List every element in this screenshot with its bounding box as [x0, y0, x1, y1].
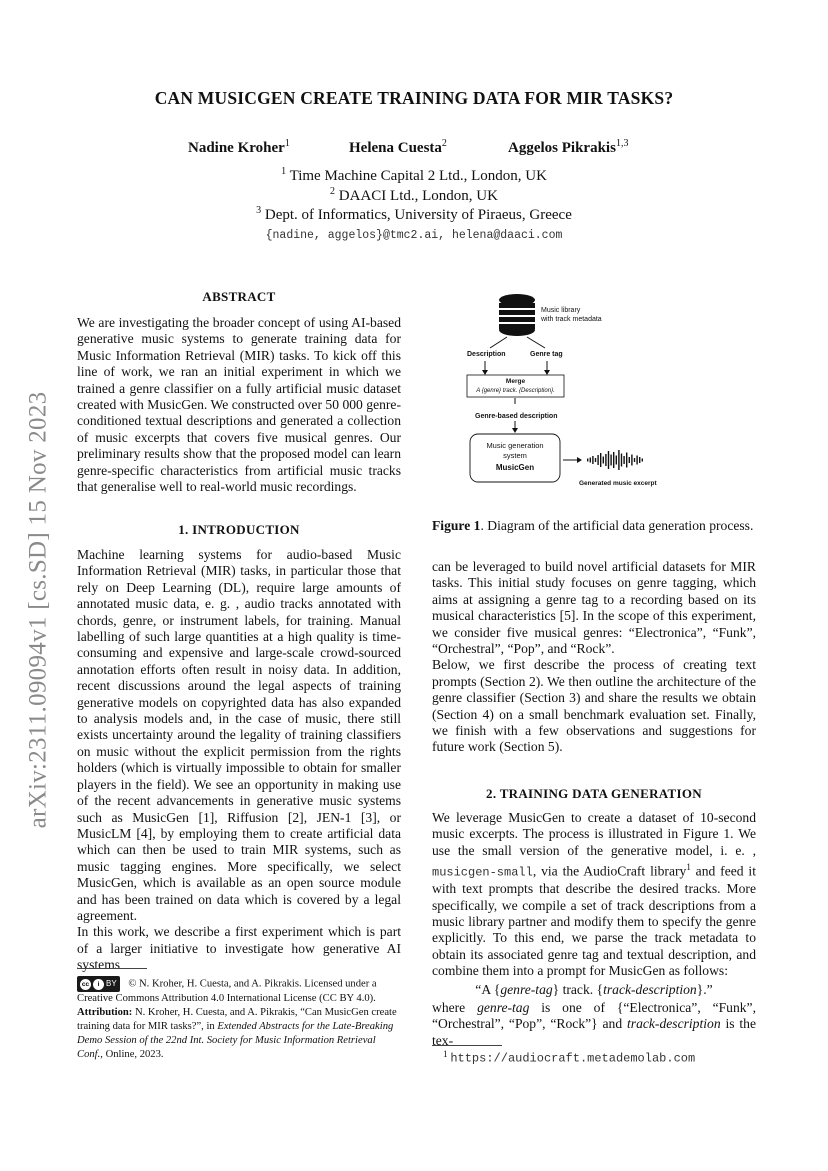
figure-diagram	[455, 290, 755, 500]
waveform-bar	[631, 455, 632, 466]
paragraph: can be leveraged to build novel artificial datasets for MIR tasks. This initial study focuses on genre tagging, which aims at assigning a genre tag to a recording based on its musical characteristics [5]. In the scope of this experiment, we consider five musical genres: “Electronica”, “Funk”, “Orchestral”, “Pop”, and “Rock”.	[432, 559, 756, 657]
paper-title: CAN MUSICGEN CREATE TRAINING DATA FOR MIR TASKS?	[154, 88, 674, 108]
genre-description-label: Genre-based description	[475, 413, 558, 420]
paragraph: We leverage MusicGen to create a dataset of 10-second music excerpts. The process is illustrated in Figure 1. We use the small version of the generative model, i. e. , musicgen-small, via the AudioCraft library$^1$ and feed it with text prompts that describe the desired tracks. More specifically, we compile a set of track descriptions from a music library partner and modify them to specify the genre explicitly. To this end, we parse the track metadata to obtain its associated genre tag and textual description, and combine them into a prompt for MusicGen as follows:	[432, 810, 756, 979]
introduction-heading: 1. INTRODUCTION	[178, 522, 300, 537]
description-label: Description	[467, 351, 506, 358]
waveform-bar	[629, 457, 630, 463]
footnote: $^1$ https://audiocraft.metademolab.com	[443, 1049, 696, 1066]
waveform-bar	[616, 456, 617, 465]
waveform-bar	[613, 452, 614, 468]
arxiv-identifier-stamp: arXiv:2311.09094v1 [cs.SD] 15 Nov 2023	[24, 391, 52, 829]
paragraph: where genre-tag is one of {“Electronica”, “Funk”, “Orchestral”, “Pop”, “Rock”} and track-description is the tex-	[432, 1000, 756, 1048]
waveform-bar	[642, 459, 643, 462]
system-name: MusicGen	[495, 463, 535, 472]
library-label: with track metadata	[541, 316, 602, 323]
prompt-template: “A {genre-tag} track. {track-description}.”	[475, 981, 713, 997]
arrow-line	[490, 337, 507, 348]
waveform-bar	[597, 455, 598, 465]
arrowhead-icon	[512, 428, 518, 433]
waveform-bar	[639, 457, 640, 463]
author-emails: {nadine, aggelos}@tmc2.ai, helena@daaci.com	[265, 229, 563, 242]
library-label: Music library	[541, 307, 581, 314]
generated-excerpt-label: Generated music excerpt	[579, 480, 657, 487]
figure-caption: Figure 1. Diagram of the artificial data generation process.	[432, 518, 754, 533]
footnote-link[interactable]: https://audiocraft.metademolab.com	[450, 1051, 696, 1066]
section-2-body	[432, 810, 756, 1049]
waveform-bar	[587, 459, 588, 462]
arrow-line	[527, 337, 545, 348]
waveform-bar	[610, 455, 611, 466]
waveform-bar	[634, 458, 635, 462]
waveform-bar	[626, 453, 627, 468]
affiliation: $^1$ Time Machine Capital 2 Ltd., London, UK	[281, 166, 547, 184]
footnote-marker: 1	[686, 862, 691, 873]
waveform-bar	[621, 454, 622, 467]
waveform-bar	[592, 456, 593, 464]
merge-template: A {genre} track. {Description}.	[476, 388, 555, 394]
footnote-rule	[77, 968, 147, 969]
creative-commons-badge-icon: cc i BY	[77, 976, 120, 992]
waveform-bar	[603, 457, 604, 464]
by-attribution-icon: i	[93, 979, 104, 990]
arrowhead-icon	[577, 457, 582, 463]
author-list	[0, 138, 828, 158]
paragraph: Machine learning systems for audio-based Music Information Retrieval (MIR) tasks, in particular those that rely on Deep Learning (DL), require large amounts of annotated music data, e. g. , audio tracks annotated with chords, genre, or instrument labels, for training. Manual labelling of such large quantities at a high quality is time-consuming and expensive and large-scale crowd-sourced annotation efforts often result in noisy data. In addition, recent discussions around the legal aspects of training generative models on copyrighted data has also expanded to analysis models and, in the case of music, there still exists uncertainty around the legality of training classifiers on music without the explicit permission from the rights holders (which is virtually impossible to obtain for smaller players in the field). We see an opportunity in making use of the recent advancements in generative music systems such as MusicGen [1], Riffusion [2], JEN-1 [3], or MusicLM [4], by employing them to create artificial data which can then be used to train MIR systems, such as music tagging engines. More specifically, we select MusicGen, which is available as an open source module and has been trained on data which is covered by a legal agreement.	[77, 547, 401, 923]
paragraph: Below, we first describe the process of creating text prompts (Section 2). We then outline the architecture of the genre classifier (Section 3) and share the results we obtain (Section 4) on a small benchmark evaluation set. Finally, we finish with a few observations and suggestions for future work (Section 5).	[432, 657, 756, 755]
waveform-icon	[587, 450, 643, 470]
author-name: Helena Cuesta$^2$	[349, 138, 447, 156]
waveform-bar	[623, 456, 624, 464]
waveform-bar	[605, 454, 606, 466]
author-name: Nadine Kroher$^1$	[188, 138, 290, 156]
introduction-body	[77, 547, 401, 974]
database-icon	[499, 294, 535, 336]
arrowhead-icon	[544, 370, 550, 375]
arrowhead-icon	[482, 370, 488, 375]
author-name: Aggelos Pikrakis$^{1,3}$	[508, 138, 629, 156]
waveform-bar	[618, 450, 619, 470]
system-label: Music generation	[486, 441, 544, 450]
abstract-body: We are investigating the broader concept of using AI-based generative music systems to generate training data for Music Information Retrieval (MIR) tasks. To kick off this line of work, we ran an initial experiment in which we trained a genre classifier on a fully artificial music dataset created with MusicGen. We constructed over 50 000 genre-conditioned textual descriptions and generated a collection of music excerpts that covers five musical genres. Our preliminary results show that the proposed model can learn genre-specific characteristics from artificial music tracks that generalise well to real-world music recordings.	[77, 315, 401, 495]
waveform-bar	[608, 451, 609, 469]
abstract-heading: ABSTRACT	[202, 289, 276, 304]
system-label: system	[503, 451, 527, 460]
genre-tag-label: Genre tag	[530, 351, 563, 358]
introduction-continued	[432, 559, 756, 756]
model-name: musicgen-small	[432, 865, 533, 880]
affiliation: $^2$ DAACI Ltd., London, UK	[330, 186, 498, 204]
section-2-heading: 2. TRAINING DATA GENERATION	[486, 786, 702, 801]
waveform-bar	[600, 453, 601, 467]
waveform-bar	[590, 458, 591, 463]
footnote-rule	[432, 1045, 502, 1046]
waveform-bar	[595, 458, 596, 462]
affiliation: $^3$ Dept. of Informatics, University of Piraeus, Greece	[256, 205, 572, 223]
paragraph: In this work, we describe a first experiment which is part of a larger initiative to investigate how generative AI systems	[77, 924, 401, 973]
license-notice: cc i BY © N. Kroher, H. Cuesta, and A. Pikrakis. Licensed under a Creative Commons Attribution 4.0 International License (CC BY 4.0). Attribution: N. Kroher, H. Cuesta, and A. Pikrakis, “Can MusicGen create training data for MIR tasks?”, in Extended Abstracts for the Late-Breaking Demo Session of the 22nd Int. Society for Music Information Retrieval Conf., Online, 2023.	[77, 976, 401, 1062]
merge-title: Merge	[505, 378, 526, 385]
waveform-bar	[636, 456, 637, 465]
